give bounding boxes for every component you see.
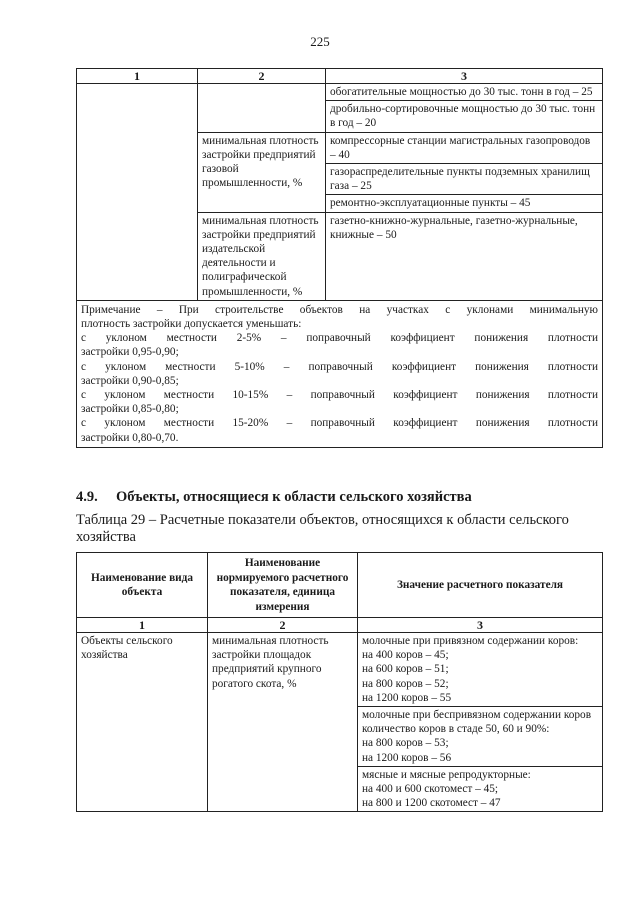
table-cell: минимальная плотность застройки предприятий газовой промышленности, % xyxy=(198,132,326,212)
table-note xyxy=(77,300,603,447)
table-row xyxy=(77,84,603,133)
note-line: застройки 0,80-0,70. xyxy=(81,431,179,444)
note-line: застройки 0,90-0,85; xyxy=(81,374,179,387)
value-line: мясные и мясные репродукторные: xyxy=(362,768,531,781)
page-number: 225 xyxy=(310,34,330,49)
table-cell: минимальная плотность застройки площадок предприятий крупного рогатого скота, % xyxy=(208,633,358,812)
note-row xyxy=(77,300,603,447)
table-cell: минимальная плотность застройки предприятий издательской деятельности и полиграфической промышленности, % xyxy=(198,212,326,300)
note-line: застройки 0,85-0,80; xyxy=(81,403,179,416)
value-line: на 800 коров – 52; xyxy=(362,677,449,690)
value-line: на 400 коров – 45; xyxy=(362,649,449,662)
table-cell-empty xyxy=(77,84,198,301)
table-cell-values xyxy=(326,84,603,133)
value-box: газетно-книжно-журнальные, газетно-журнальные, книжные – 50 xyxy=(330,214,578,241)
note-line: с уклоном местности 5-10% – поправочный коэффициент понижения плотности xyxy=(81,360,598,373)
note-line: с уклоном местности 2-5% – поправочный коэффициент понижения плотности xyxy=(81,332,598,345)
value-line: на 800 коров – 53; xyxy=(362,737,449,750)
section-title: Объекты, относящиеся к области сельского хозяйства xyxy=(116,489,472,505)
header-cell: Наименование нормируемого расчетного показателя, единица измерения xyxy=(208,553,358,618)
note-line: плотность застройки допускается уменьшать: xyxy=(81,318,302,331)
header-cell: Наименование вида объекта xyxy=(77,553,208,618)
table-29 xyxy=(76,552,603,812)
value-box xyxy=(358,707,602,767)
note-line: Примечание – При строительстве объектов на участках с уклонами минимальную xyxy=(81,303,598,316)
value-box xyxy=(358,767,602,812)
value-box: газораспределительные пункты подземных хранилищ газа – 25 xyxy=(326,164,602,195)
section-heading xyxy=(76,489,472,506)
table-cell: Объекты сельского хозяйства xyxy=(77,633,208,812)
table-cell-values xyxy=(326,212,603,300)
header-cell: Значение расчетного показателя xyxy=(358,553,603,618)
value-box: обогатительные мощностью до 30 тыс. тонн в год – 25 xyxy=(326,84,602,101)
col-num-1: 1 xyxy=(77,69,198,84)
column-number-row xyxy=(77,618,603,633)
note-line: застройки 0,95-0,90; xyxy=(81,346,179,359)
value-box xyxy=(358,633,602,707)
col-num-1: 1 xyxy=(77,618,208,633)
header-row xyxy=(77,553,603,618)
value-box: ремонтно-эксплуатационные пункты – 45 xyxy=(330,197,531,210)
note-line: с уклоном местности 15-20% – поправочный коэффициент понижения плотности xyxy=(81,417,598,430)
value-line: на 1200 коров – 55 xyxy=(362,691,452,704)
col-num-2: 2 xyxy=(198,69,326,84)
table-caption: Таблица 29 – Расчетные показатели объектов, относящихся к области сельского хозяйства xyxy=(76,512,569,545)
note-line: с уклоном местности 10-15% – поправочный коэффициент понижения плотности xyxy=(81,389,598,402)
col-num-2: 2 xyxy=(208,618,358,633)
value-box: дробильно-сортировочные мощностью до 30 тыс. тонн в год – 20 xyxy=(330,103,596,130)
col-num-3: 3 xyxy=(326,69,603,84)
value-line: на 800 и 1200 скотомест – 47 xyxy=(362,797,501,810)
value-line: количество коров в стаде 50, 60 и 90%: xyxy=(362,723,550,736)
value-line: на 600 коров – 51; xyxy=(362,663,449,676)
table-cell-values xyxy=(358,633,603,812)
table-cell xyxy=(198,84,326,133)
col-num-3: 3 xyxy=(358,618,603,633)
value-line: молочные при беспривязном содержании коров xyxy=(362,709,592,722)
value-box: компрессорные станции магистральных газопроводов – 40 xyxy=(326,133,602,164)
value-line: на 400 и 600 скотомест – 45; xyxy=(362,783,499,796)
column-number-row xyxy=(77,69,603,84)
section-number: 4.9. xyxy=(76,489,98,505)
value-line: на 1200 коров – 56 xyxy=(362,751,452,764)
table-cell-values xyxy=(326,132,603,212)
table-28-continued xyxy=(76,68,603,448)
value-line: молочные при привязном содержании коров: xyxy=(362,635,579,647)
table-row xyxy=(77,633,603,812)
